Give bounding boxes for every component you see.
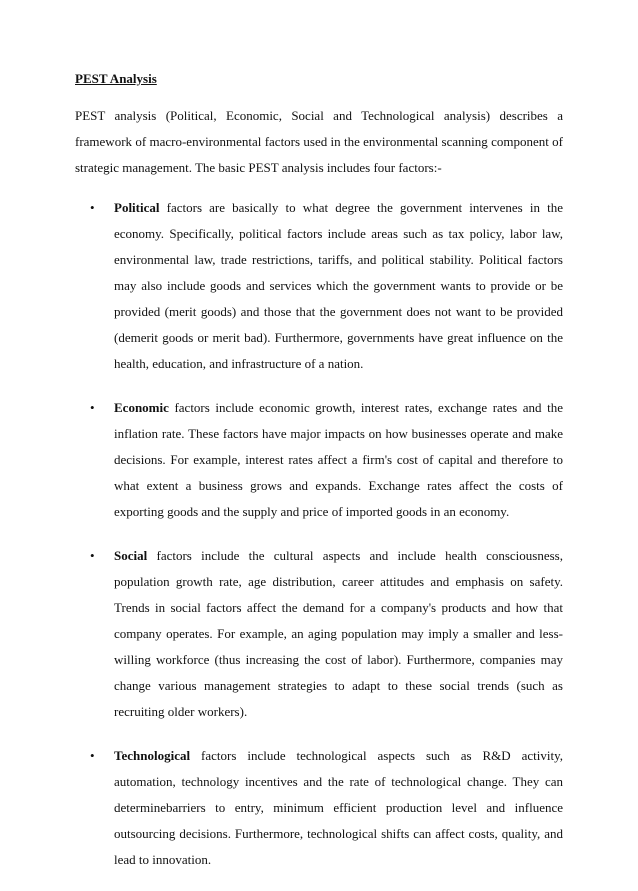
factor-term: Technological [114,748,191,763]
bullet-icon: • [90,400,95,415]
document-page [75,66,563,891]
factor-term: Economic [114,400,169,415]
factor-description: factors include economic growth, interest rates, exchange rates and the inflation rate. These factors have major impacts on how businesses operate and make decisions. For example, interest rates affect a firm's cost of capital and therefore to what extent a business grows and expands. Exchange rates affect the costs of exporting goods and the supply and price of imported goods in an economy. [114,400,563,519]
list-item-political [75,195,563,377]
factor-description: factors are basically to what degree the government intervenes in the economy. Specifically, political factors include areas such as tax policy, labor law, environmental law, trade restrictions, tariffs, and political stability. Political factors may also include goods and services which the government wants to provide or be provided (merit goods) and those that the government does not want to be provided (demerit goods or merit bad). Furthermore, governments have great influence on the health, education, and infrastructure of a nation. [114,200,563,371]
bullet-icon: • [90,748,95,763]
intro-paragraph: PEST analysis (Political, Economic, Social and Technological analysis) describes a framework of macro-environmental factors used in the environmental scanning component of strategic management. The basic PEST analysis includes four factors:- [75,108,563,175]
list-item-technological [75,743,563,873]
factor-list [75,195,563,873]
list-item-social [75,543,563,725]
factor-description: factors include the cultural aspects and include health consciousness, population growth rate, age distribution, career attitudes and emphasis on safety. Trends in social factors affect the demand for a company's products and how that company operates. For example, an aging population may imply a smaller and less-willing workforce (thus increasing the cost of labor). Furthermore, companies may change various management strategies to adapt to these social trends (such as recruiting older workers). [114,548,563,719]
bullet-icon: • [90,548,95,563]
document-title: PEST Analysis [75,71,157,86]
factor-description: factors include technological aspects such as R&D activity, automation, technology incentives and the rate of technological change. They can determinebarriers to entry, minimum efficient production level and influence outsourcing decisions. Furthermore, technological shifts can affect costs, quality, and lead to innovation. [114,748,563,867]
factor-term: Political [114,200,160,215]
factor-term: Social [114,548,148,563]
bullet-icon: • [90,200,95,215]
list-item-economic [75,395,563,525]
